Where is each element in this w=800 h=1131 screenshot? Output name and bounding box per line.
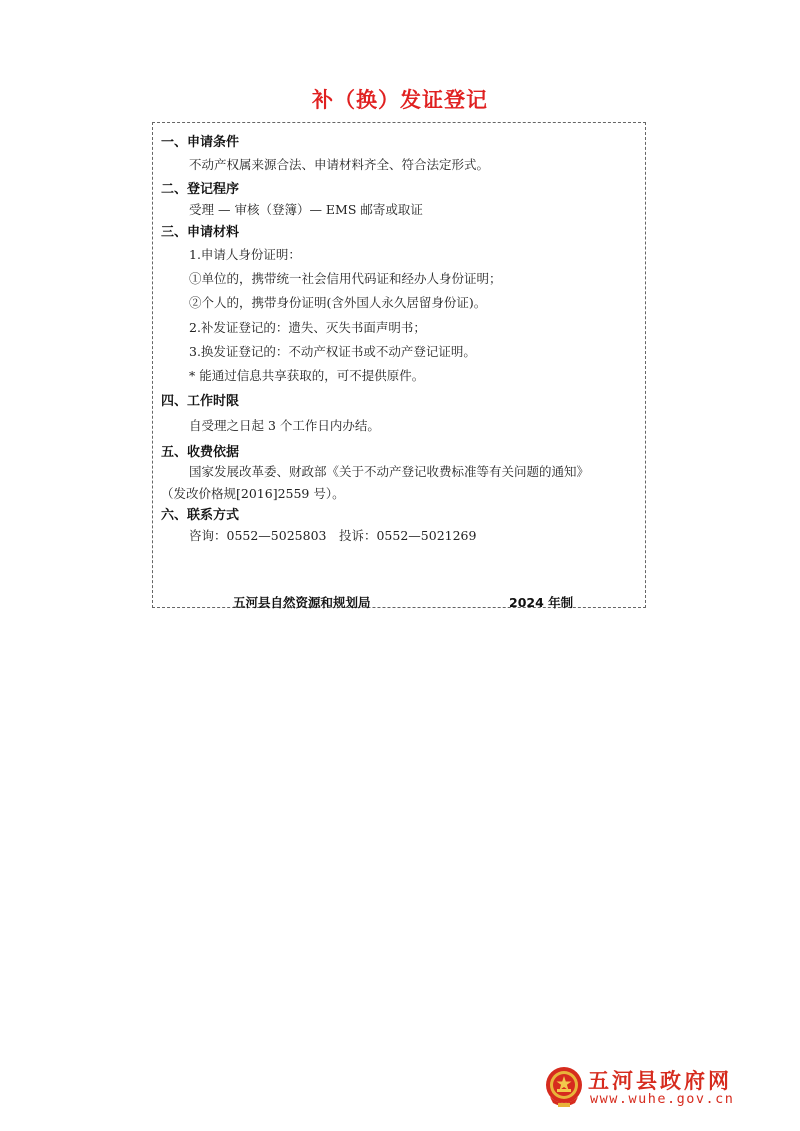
materials-note: * 能通过信息共享获取的，可不提供原件。 (189, 368, 425, 383)
issue-year: 2024 年制 (509, 595, 574, 610)
materials-line-5: 3.换发证登记的：不动产权证书或不动产登记证明。 (189, 344, 476, 359)
materials-line-1: 1.申请人身份证明： (189, 247, 301, 262)
materials-line-3: ②个人的，携带身份证明(含外国人永久居留身份证)。 (189, 295, 487, 310)
document-title: 补（换）发证登记 (312, 88, 488, 112)
section-heading-contact: 六、联系方式 (161, 508, 240, 523)
section-heading-conditions: 一、申请条件 (161, 135, 240, 150)
fee-basis-line-1: 国家发展改革委、财政部《关于不动产登记收费标准等有关问题的通知》 (189, 464, 590, 479)
materials-line-2: ①单位的，携带统一社会信用代码证和经办人身份证明； (189, 271, 502, 286)
section-heading-procedure: 二、登记程序 (161, 182, 240, 197)
procedure-text: 受理 — 审核（登簿）— EMS 邮寄或取证 (189, 202, 423, 217)
national-emblem-icon (544, 1065, 584, 1109)
section-heading-time-limit: 四、工作时限 (161, 394, 240, 409)
section-heading-materials: 三、申请材料 (161, 225, 240, 240)
time-limit-text: 自受理之日起 3 个工作日内办结。 (189, 418, 380, 433)
watermark-url: www.wuhe.gov.cn (590, 1091, 735, 1107)
issuing-organization: 五河县自然资源和规划局 (233, 595, 371, 610)
conditions-text: 不动产权属来源合法、申请材料齐全、符合法定形式。 (189, 157, 490, 172)
site-watermark (544, 1063, 754, 1111)
form-content-box (152, 122, 646, 608)
materials-line-4: 2.补发证登记的：遗失、灭失书面声明书； (189, 320, 426, 335)
contact-text: 咨询：0552—5025803 投诉：0552—5021269 (189, 528, 477, 543)
fee-basis-line-2: （发改价格规[2016]2559 号）。 (161, 486, 345, 501)
section-heading-fee-basis: 五、收费依据 (161, 445, 240, 460)
watermark-site-name: 五河县政府网 (588, 1069, 732, 1093)
